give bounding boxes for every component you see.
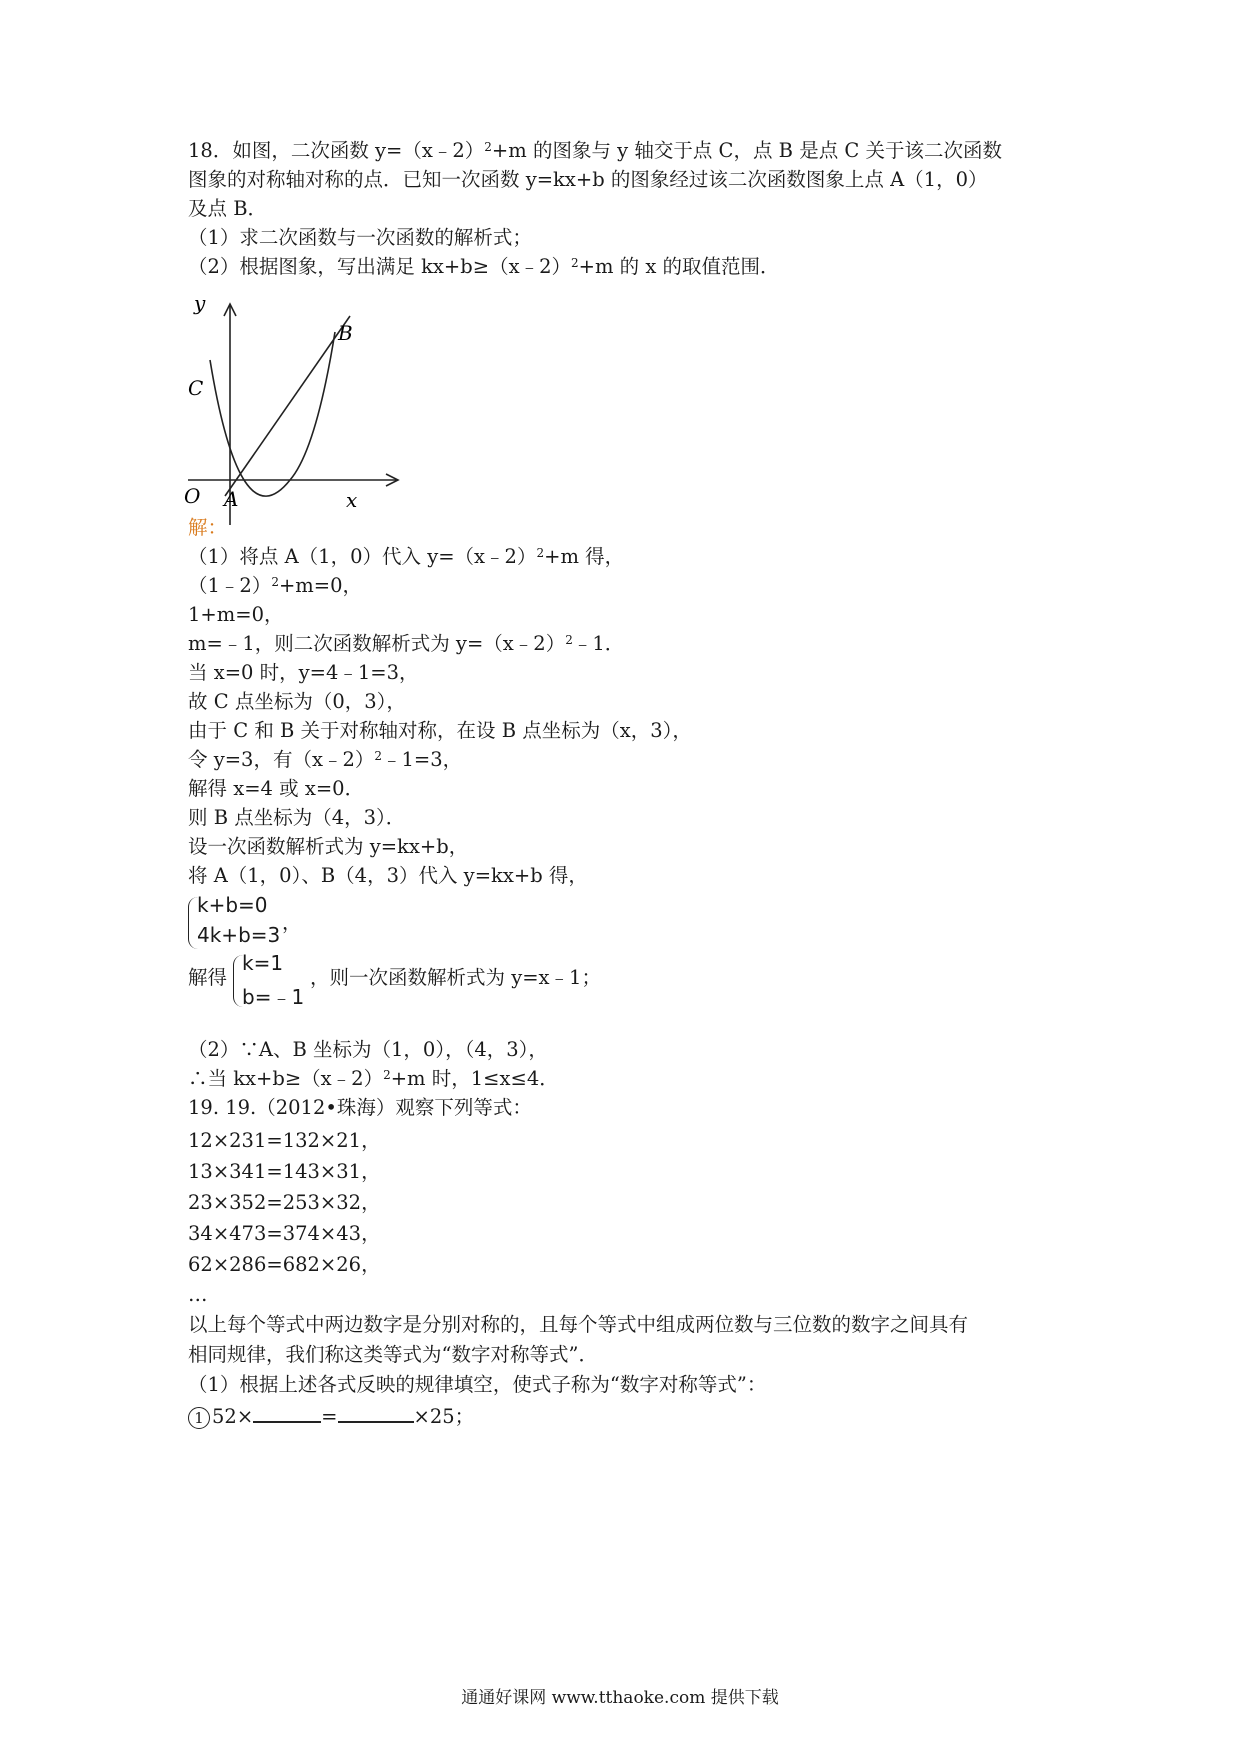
solution-line-1: （1）将点 A（1，0）代入 y=（x﹣2）$^2$+m 得， — [188, 545, 625, 568]
label-o: O — [184, 484, 201, 508]
q19-part1: （1）根据上述各式反映的规律填空，使式子称为“数字对称等式”： — [188, 1373, 767, 1396]
system2-row1: k=1 — [242, 951, 284, 975]
solution-line-8: 令 y=3，有（x﹣2）$^2$﹣1=3， — [188, 748, 463, 771]
q18-line3: 及点 B． — [188, 197, 268, 220]
solution-line-5: 当 x=0 时，y=4﹣1=3， — [188, 661, 419, 684]
q18-part2: （2）根据图象，写出满足 kx+b≥（x﹣2）$^2$+m 的 x 的取值范围． — [188, 255, 780, 278]
q19-ellipsis: … — [188, 1283, 208, 1306]
page-footer: 通通好课网 www.tthaoke.com 提供下载 — [461, 1688, 779, 1708]
q19-description-1: 以上每个等式中两边数字是分别对称的，且每个等式中组成两位数与三位数的数字之间具有 — [188, 1313, 969, 1336]
label-c: C — [188, 376, 204, 400]
circled-number: 1 — [188, 1407, 210, 1429]
system1-tail: ， — [282, 911, 302, 934]
q19-equation-2: 13×341=143×31， — [188, 1160, 381, 1183]
system2-prefix: 解得 — [188, 966, 228, 989]
q19-equation-4: 34×473=374×43， — [188, 1222, 381, 1245]
solution-line-9: 解得 x=4 或 x=0． — [188, 777, 365, 800]
solution-heading: 解： — [188, 516, 228, 539]
solution-line-12: 将 A（1，0）、B（4，3）代入 y=kx+b 得， — [188, 864, 588, 887]
solution-part2-line1: （2）∵A、B 坐标为（1，0），（4，3）， — [188, 1038, 548, 1061]
solution-line-10: 则 B 点坐标为（4，3）． — [188, 806, 406, 829]
q19-description-2: 相同规律，我们称这类等式为“数字对称等式”． — [188, 1343, 598, 1366]
label-x: x — [346, 488, 358, 512]
label-a: A — [224, 487, 239, 511]
q18-part1: （1）求二次函数与一次函数的解析式； — [188, 226, 532, 249]
q19-equation-5: 62×286=682×26， — [188, 1253, 381, 1276]
q19-title: 19. 19.（2012•珠海）观察下列等式： — [188, 1096, 532, 1119]
solution-part2-line2: ∴当 kx+b≥（x﹣2）$^2$+m 时，1≤x≤4． — [188, 1067, 559, 1090]
system2-tail: ，则一次函数解析式为 y=x﹣1； — [310, 966, 601, 989]
system1-row1: k+b=0 — [197, 893, 268, 917]
q19-equation-1: 12×231=132×21， — [188, 1129, 381, 1152]
solution-line-2: （1﹣2）$^2$+m=0， — [188, 574, 363, 597]
blank-input-1[interactable] — [253, 1403, 321, 1423]
q19-fill-item-1: 1 52× = ×25； — [188, 1402, 474, 1432]
system1-row2: 4k+b=3 — [197, 923, 281, 947]
system2-row2: b=﹣1 — [242, 985, 305, 1009]
solution-line-6: 故 C 点坐标为（0，3）， — [188, 690, 406, 713]
solution-line-4: m=﹣1，则二次函数解析式为 y=（x﹣2）$^2$﹣1． — [188, 632, 625, 655]
solution-line-11: 设一次函数解析式为 y=kx+b， — [188, 835, 469, 858]
q19-equation-3: 23×352=253×32， — [188, 1191, 381, 1214]
q18-line2: 图象的对称轴对称的点．已知一次函数 y=kx+b 的图象经过该二次函数图象上点 A（1，0） — [188, 168, 988, 191]
blank-input-2[interactable] — [338, 1403, 414, 1423]
parabola-curve — [210, 332, 335, 496]
solution-line-3: 1+m=0， — [188, 603, 284, 626]
label-b: B — [338, 321, 353, 345]
solution-line-7: 由于 C 和 B 关于对称轴对称，在设 B 点坐标为（x，3）， — [188, 719, 692, 742]
label-y: y — [194, 300, 206, 315]
linear-function-line — [225, 316, 350, 496]
q18-line1: 18．如图，二次函数 y=（x﹣2）$^2$+m 的图象与 y 轴交于点 C，点 B 是点 C 关于该二次函数 — [188, 139, 1003, 162]
function-graph — [180, 300, 410, 535]
